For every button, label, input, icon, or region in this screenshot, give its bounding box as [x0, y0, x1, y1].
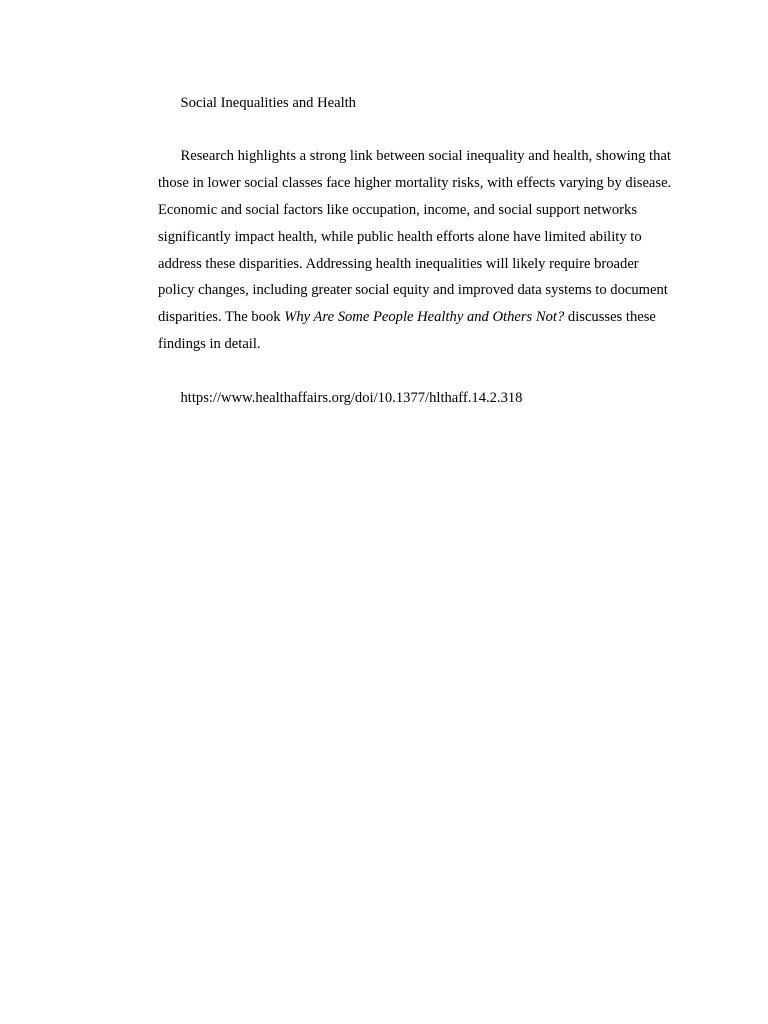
source-url[interactable]: https://www.healthaffairs.org/doi/10.1377/hlthaff.14.2.318	[180, 389, 523, 406]
paragraph-text-main: Research highlights a strong link between social inequality and health, showing that those in lower social classes face higher mortality risks, with effects varying by disease. Economic and social factors like occupation, income, and social support networks significantly impact health, while public health efforts alone have limited ability to address these disparities. Addressing health inequalities will likely require broader policy changes, including greater social equity and improved data systems to document disparities. The book	[158, 148, 672, 326]
paragraph-text-end: discusses these findings in detail.	[158, 309, 656, 352]
book-title-italic: Why Are Some People Healthy and Others Not?	[284, 309, 565, 326]
document-title: Social Inequalities and Health	[180, 95, 356, 111]
document-page	[158, 90, 678, 412]
body-paragraph	[158, 143, 678, 357]
